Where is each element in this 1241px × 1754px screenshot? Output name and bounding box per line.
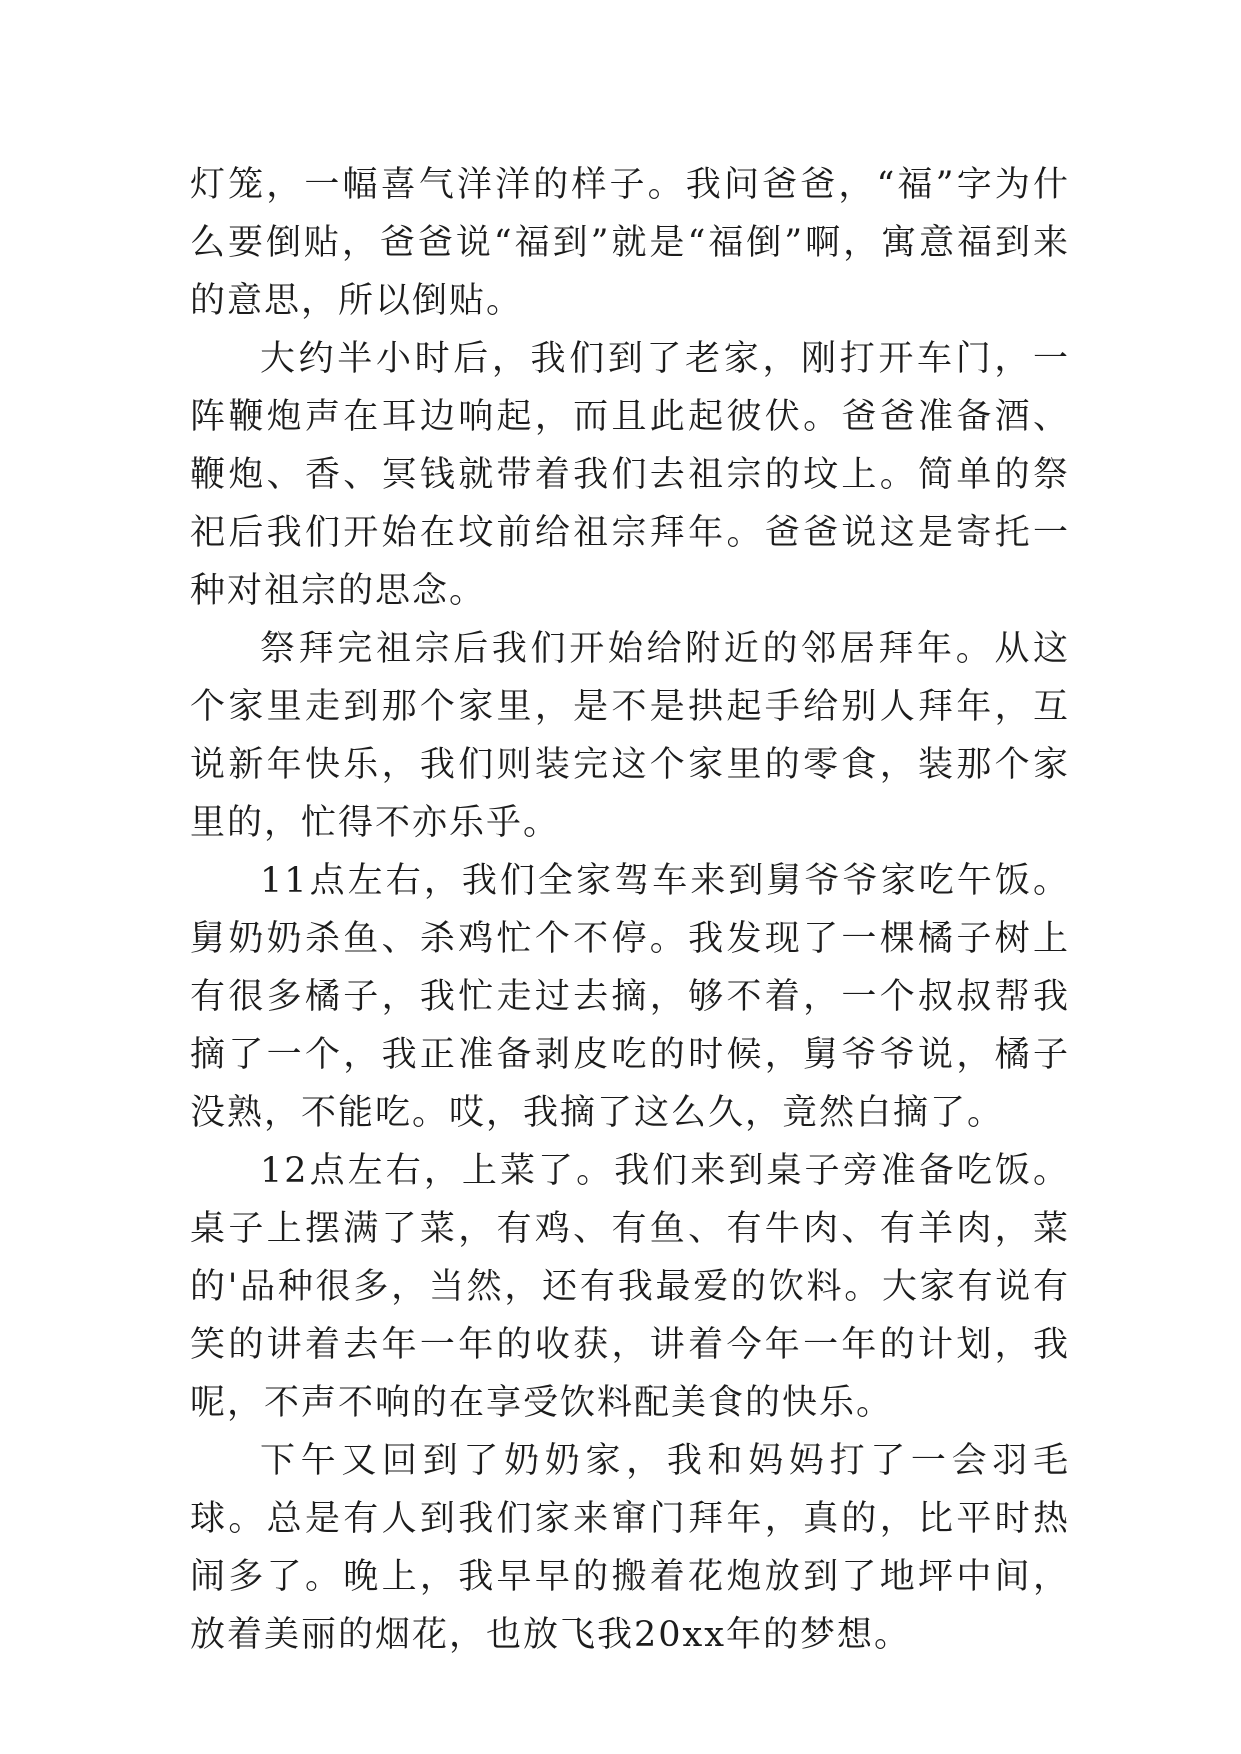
paragraph: 12点左右，上菜了。我们来到桌子旁准备吃饭。桌子上摆满了菜，有鸡、有鱼、有牛肉、有羊肉，菜的'品种很多，当然，还有我最爱的饮料。大家有说有笑的讲着去年一年的收获，讲着今年一年的计划，我呢，不声不响的在享受饮料配美食的快乐。 xyxy=(190,1151,1070,1423)
paragraph-continuation: 灯笼，一幅喜气洋洋的样子。我问爸爸，“福”字为什么要倒贴，爸爸说“福到”就是“福倒”啊，寓意福到来的意思，所以倒贴。 xyxy=(190,165,1070,321)
paragraph: 11点左右，我们全家驾车来到舅爷爷家吃午饭。舅奶奶杀鱼、杀鸡忙个不停。我发现了一棵橘子树上有很多橘子，我忙走过去摘，够不着，一个叔叔帮我摘了一个，我正准备剥皮吃的时候，舅爷爷说，橘子没熟，不能吃。哎，我摘了这么久，竟然白摘了。 xyxy=(190,861,1070,1133)
document-body xyxy=(190,156,1070,1664)
paragraph: 大约半小时后，我们到了老家，刚打开车门，一阵鞭炮声在耳边响起，而且此起彼伏。爸爸准备酒、鞭炮、香、冥钱就带着我们去祖宗的坟上。简单的祭祀后我们开始在坟前给祖宗拜年。爸爸说这是寄托一种对祖宗的思念。 xyxy=(190,339,1070,611)
paragraph: 祭拜完祖宗后我们开始给附近的邻居拜年。从这个家里走到那个家里，是不是拱起手给别人拜年，互说新年快乐，我们则装完这个家里的零食，装那个家里的，忙得不亦乐乎。 xyxy=(190,629,1070,843)
paragraph: 下午又回到了奶奶家，我和妈妈打了一会羽毛球。总是有人到我们家来窜门拜年，真的，比平时热闹多了。晚上，我早早的搬着花炮放到了地坪中间，放着美丽的烟花，也放飞我20xx年的梦想。 xyxy=(190,1441,1070,1655)
